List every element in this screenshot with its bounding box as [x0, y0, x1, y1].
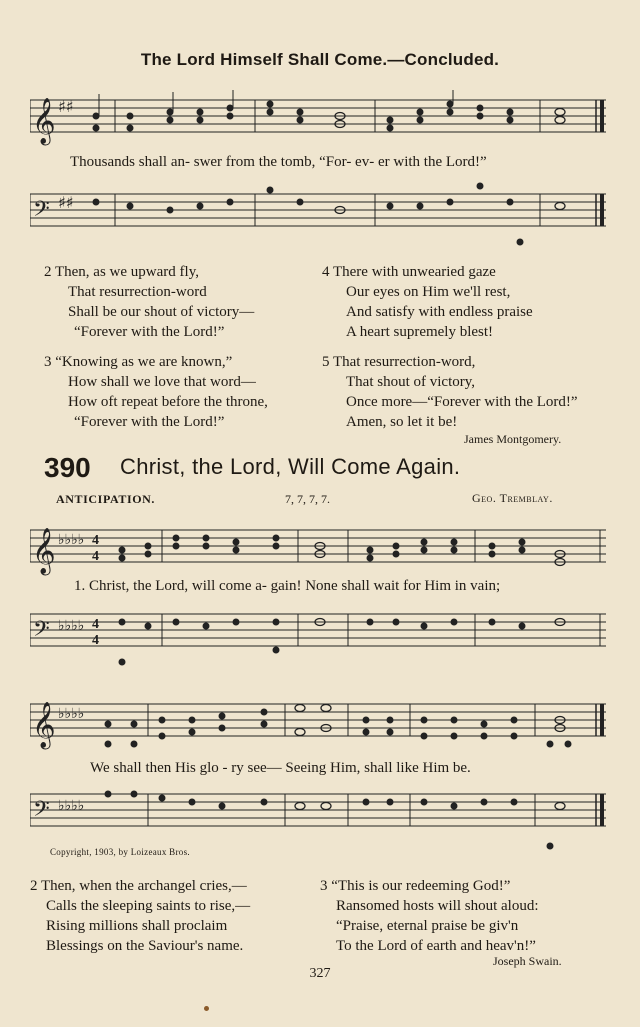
svg-text:𝄢: 𝄢 [33, 197, 50, 227]
staff-bass-1 [30, 180, 606, 250]
staff-treble-3 [30, 694, 606, 756]
svg-text:4: 4 [92, 633, 99, 648]
composer: Geo. Tremblay. [472, 491, 553, 505]
svg-text:𝄞: 𝄞 [32, 528, 56, 574]
svg-text:♯♯: ♯♯ [58, 193, 74, 212]
lyric-line-hymn1: Thousands shall an- swer from the tomb, “For- ev- er with the Lord!” [70, 154, 487, 170]
lyric-line-hymn2-1: 1. Christ, the Lord, will come a- gain! None shall wait for Him in vain; [74, 578, 501, 594]
svg-text:♭♭♭♭: ♭♭♭♭ [58, 706, 85, 722]
ink-spot [204, 1006, 209, 1011]
staff-bass-3 [30, 780, 606, 852]
staff-treble-1 [30, 90, 606, 160]
svg-text:4: 4 [92, 617, 99, 632]
meter: 7, 7, 7, 7. [285, 492, 330, 506]
page-number: 327 [309, 966, 331, 981]
svg-text:♭♭♭♭: ♭♭♭♭ [58, 618, 85, 634]
hymn1-verse-4: 4 There with unwearied gaze Our eyes on Him we'll rest, And satisfy with endless praise A heart supremely blest! [322, 264, 533, 340]
svg-text:𝄞: 𝄞 [32, 98, 56, 144]
staff-bass-2 [30, 600, 606, 670]
svg-text:♯♯: ♯♯ [58, 97, 74, 116]
hymn1-verse-5: 5 That resurrection-word, That shout of victory, Once more—“Forever with the Lord!” Amen, so let it be! [322, 354, 578, 430]
svg-text:4: 4 [92, 533, 99, 548]
lyric-line-hymn2-2: We shall then His glo - ry see— Seeing Him, shall like Him be. [90, 760, 471, 776]
hymn1-verse-2: 2 Then, as we upward fly, That resurrection-word Shall be our shout of victory— “Forever with the Lord!” [44, 264, 255, 340]
svg-text:𝄢: 𝄢 [33, 797, 50, 827]
svg-text:4: 4 [92, 549, 99, 564]
svg-text:♭♭♭♭: ♭♭♭♭ [58, 532, 85, 548]
copyright: Copyright, 1903, by Loizeaux Bros. [50, 847, 190, 857]
hymn2-author: Joseph Swain. [493, 954, 562, 968]
hymn-number: 390 [44, 452, 91, 483]
hymn2-verse-3: 3 “This is our redeeming God!” Ransomed hosts will shout aloud: “Praise, eternal praise be giv'n To the Lord of earth and heav'n!” [320, 878, 539, 954]
page-title: The Lord Himself Shall Come.—Concluded. [140, 50, 500, 69]
svg-text:𝄞: 𝄞 [32, 702, 56, 748]
svg-text:𝄢: 𝄢 [33, 617, 50, 647]
svg-text:♭♭♭♭: ♭♭♭♭ [58, 798, 85, 814]
tune-name: ANTICIPATION. [56, 492, 156, 506]
hymn1-author: James Montgomery. [464, 432, 562, 446]
hymn2-verse-2: 2 Then, when the archangel cries,— Calls the sleeping saints to rise,— Rising millions shall proclaim Blessings on the Saviour's name. [30, 878, 251, 954]
hymn-title: Christ, the Lord, Will Come Again. [120, 454, 461, 479]
staff-treble-2 [30, 520, 606, 582]
hymn1-verse-3: 3 “Knowing as we are known,” How shall we love that word— How oft repeat before the throne, “Forever with the Lord!” [44, 354, 268, 430]
